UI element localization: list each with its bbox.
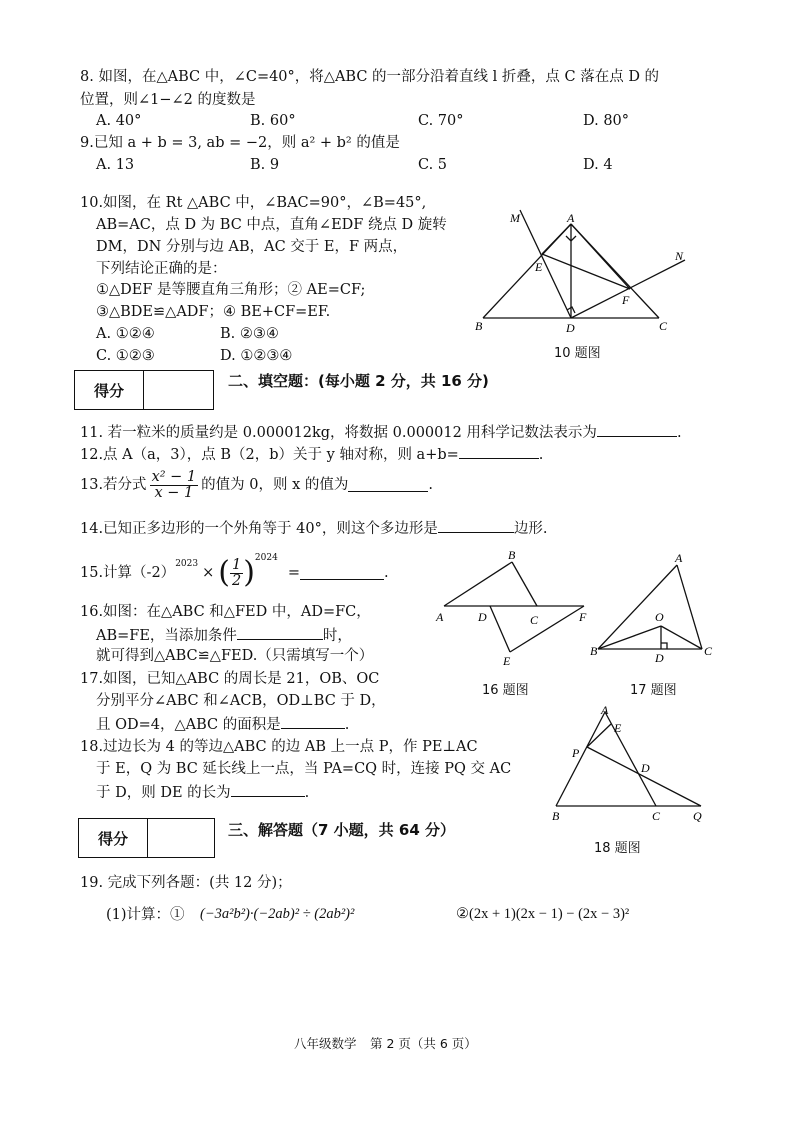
q17-line3-row bbox=[96, 716, 349, 733]
q10-label-d: D bbox=[566, 321, 575, 335]
q16-label-d: D bbox=[478, 610, 487, 624]
q10-label-e: E bbox=[535, 260, 543, 274]
q16-after-blank: 时， bbox=[322, 628, 352, 644]
q14-stem: 14.已知正多边形的一个外角等于 40°，则这个多边形是 bbox=[80, 521, 438, 537]
q17-line1: 17.如图，已知△ABC 的周长是 21，OB、OC bbox=[80, 671, 380, 687]
q17-label-c: C bbox=[704, 644, 713, 658]
q10-line5: ①△DEF 是等腰直角三角形；② AE=CF; bbox=[96, 282, 366, 298]
q10-line1: 10.如图，在 Rt △ABC 中，∠BAC=90°，∠B=45°, bbox=[80, 195, 427, 211]
q17-answer-blank[interactable] bbox=[281, 716, 345, 729]
q10-line6: ③△BDE≌△ADF；④ BE+CF=EF. bbox=[96, 304, 331, 320]
section2-score-box bbox=[74, 370, 214, 410]
section3-title: 三、解答题（7 小题，共 64 分） bbox=[228, 821, 455, 839]
q16-label-a: A bbox=[436, 610, 444, 624]
q17-end: . bbox=[344, 717, 350, 733]
q12-end: . bbox=[538, 447, 544, 463]
q13-numerator: x² − 1 bbox=[151, 469, 197, 485]
q9-option-a: A. 13 bbox=[96, 157, 135, 173]
section2-score-label: 得分 bbox=[75, 371, 144, 409]
q16-label-b: B bbox=[508, 548, 516, 562]
q10-option-a: A. ①②④ bbox=[96, 326, 155, 342]
q12-answer-blank[interactable] bbox=[459, 446, 539, 459]
q15-exp2: 2024 bbox=[254, 553, 278, 563]
q13-fraction bbox=[150, 470, 199, 500]
q10-label-b: B bbox=[475, 319, 483, 333]
q19-expr1: (−3a²b²)·(−2ab)² ÷ (2ab²)² bbox=[200, 906, 355, 922]
q18-label-b: B bbox=[552, 809, 560, 823]
q8-line2: 位置，则∠1−∠2 的度数是 bbox=[80, 92, 256, 108]
q8-option-a: A. 40° bbox=[96, 113, 142, 129]
q10-label-c: C bbox=[659, 319, 668, 333]
q10-figure bbox=[470, 198, 710, 343]
footer-page: 第 2 页（共 6 页） bbox=[370, 1036, 477, 1051]
q14-text bbox=[80, 520, 547, 537]
q15-equals: = bbox=[287, 564, 300, 581]
q13-suffix: 的值为 0，则 x 的值为 bbox=[201, 476, 349, 493]
q18-label-e: E bbox=[614, 721, 622, 735]
q16-line3: 就可得到△ABC≌△FED.（只需填写一个） bbox=[96, 648, 374, 664]
q10-label-n: N bbox=[675, 249, 684, 263]
footer-subject: 八年级数学 bbox=[294, 1036, 357, 1051]
q13-text bbox=[80, 470, 433, 500]
q15-fraction bbox=[230, 558, 243, 588]
q16-caption: 16 题图 bbox=[482, 683, 529, 698]
q17-caption: 17 题图 bbox=[630, 683, 677, 698]
q18-line1: 18.过边长为 4 的等边△ABC 的边 AB 上一点 P，作 PE⊥AC bbox=[80, 739, 478, 755]
q14-answer-blank[interactable] bbox=[438, 520, 514, 533]
q11-end: . bbox=[676, 425, 682, 441]
q18-label-c: C bbox=[652, 809, 661, 823]
q18-line3: 于 D，则 DE 的长为 bbox=[96, 785, 231, 801]
q9-option-b: B. 9 bbox=[250, 157, 280, 173]
q16-line2-row bbox=[96, 627, 352, 644]
q8-option-b: B. 60° bbox=[250, 113, 296, 129]
q17-line2: 分别平分∠ABC 和∠ACB，OD⊥BC 于 D， bbox=[96, 693, 386, 709]
q10-line4: 下列结论正确的是： bbox=[96, 261, 227, 277]
q8-option-d: D. 80° bbox=[583, 113, 630, 129]
q11-answer-blank[interactable] bbox=[597, 424, 677, 437]
q18-caption: 18 题图 bbox=[594, 841, 641, 856]
q9-option-c: C. 5 bbox=[418, 157, 448, 173]
q15-text bbox=[80, 553, 389, 590]
q15-end: . bbox=[383, 564, 389, 581]
q10-line3: DM，DN 分别与边 AB，AC 交于 E，F 两点， bbox=[96, 239, 408, 255]
section3-score-label: 得分 bbox=[79, 819, 148, 857]
q10-caption: 10 题图 bbox=[554, 346, 601, 361]
q8-option-c: C. 70° bbox=[418, 113, 464, 129]
q15-paren-right: ) bbox=[243, 555, 255, 590]
q17-label-o: O bbox=[655, 610, 664, 624]
q17-label-a: A bbox=[675, 551, 683, 565]
q10-label-m: M bbox=[510, 211, 520, 225]
q16-answer-blank[interactable] bbox=[237, 627, 323, 640]
q10-label-a: A bbox=[567, 211, 575, 225]
q12-stem: 12.点 A（a，3），点 B（2，b）关于 y 轴对称，则 a+b= bbox=[80, 447, 459, 463]
q15-denominator: 2 bbox=[231, 572, 242, 589]
q14-end: 边形. bbox=[513, 521, 548, 537]
q19-title: 19. 完成下列各题：(共 12 分)； bbox=[80, 875, 292, 891]
q8-line1: 8. 如图，在△ABC 中，∠C=40°，将△ABC 的一部分沿着直线 l 折叠，点 C 落在点 D 的 bbox=[80, 69, 660, 85]
q18-answer-blank[interactable] bbox=[231, 784, 305, 797]
q16-label-c: C bbox=[530, 613, 539, 627]
q13-answer-blank[interactable] bbox=[348, 479, 428, 492]
q10-option-b: B. ②③④ bbox=[220, 326, 279, 342]
section2-title: 二、填空题：(每小题 2 分，共 16 分) bbox=[228, 372, 489, 390]
q18-line3-row bbox=[96, 784, 309, 801]
q18-label-q: Q bbox=[693, 809, 702, 823]
q13-prefix: 13.若分式 bbox=[80, 476, 147, 493]
q18-label-a: A bbox=[601, 703, 609, 717]
q17-label-d: D bbox=[655, 651, 664, 665]
q18-figure bbox=[546, 702, 716, 824]
q10-label-f: F bbox=[622, 293, 630, 307]
q18-label-d: D bbox=[641, 761, 650, 775]
q10-line2: AB=AC，点 D 为 BC 中点，直角∠EDF 绕点 D 旋转 bbox=[96, 217, 447, 233]
q15-exp1: 2023 bbox=[175, 559, 199, 569]
q13-denominator: x − 1 bbox=[154, 484, 194, 501]
q15-times: × bbox=[202, 564, 215, 581]
q17-line3: 且 OD=4，△ABC 的面积是 bbox=[96, 717, 281, 733]
q11-text bbox=[80, 424, 682, 441]
q9-line: 9.已知 a + b = 3, ab = −2，则 a² + b² 的值是 bbox=[80, 135, 400, 151]
q16-figure bbox=[432, 545, 602, 670]
q10-option-d: D. ①②③④ bbox=[220, 348, 293, 364]
q15-paren-left: ( bbox=[218, 555, 230, 590]
q10-option-c: C. ①②③ bbox=[96, 348, 155, 364]
q15-numerator: 1 bbox=[231, 557, 242, 573]
section3-score-box bbox=[78, 818, 215, 858]
q18-label-p: P bbox=[572, 746, 580, 760]
q17-label-b: B bbox=[590, 644, 598, 658]
q19-part1-label: (1)计算：① bbox=[106, 907, 185, 923]
q16-line1: 16.如图：在△ABC 和△FED 中，AD=FC， bbox=[80, 604, 371, 620]
q18-end: . bbox=[304, 785, 310, 801]
q9-option-d: D. 4 bbox=[583, 157, 613, 173]
q15-prefix: 15.计算（-2） bbox=[80, 564, 176, 581]
q19-expr2: ②(2x + 1)(2x − 1) − (2x − 3)² bbox=[456, 906, 630, 922]
q13-end: . bbox=[428, 476, 433, 493]
q17-figure bbox=[588, 550, 728, 665]
q11-stem: 11. 若一粒米的质量约是 0.000012kg，将数据 0.000012 用科学记数法表示为 bbox=[80, 425, 597, 441]
q15-answer-blank[interactable] bbox=[300, 567, 384, 580]
q18-line2: 于 E，Q 为 BC 延长线上一点，当 PA=CQ 时，连接 PQ 交 AC bbox=[96, 761, 512, 777]
q16-line2: AB=FE，当添加条件 bbox=[96, 628, 237, 644]
q16-label-f: F bbox=[579, 610, 587, 624]
q16-label-e: E bbox=[503, 654, 511, 668]
q12-text bbox=[80, 446, 543, 463]
